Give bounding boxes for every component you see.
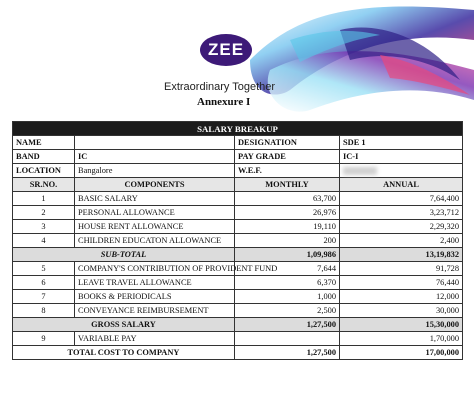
- subtotal-label: SUB-TOTAL: [13, 248, 235, 262]
- gross-monthly: 1,27,500: [235, 318, 340, 332]
- row-monthly: 1,000: [235, 290, 340, 304]
- row-annual: 7,64,400: [340, 192, 463, 206]
- row-no: 6: [13, 276, 75, 290]
- info-row-location: [13, 164, 463, 178]
- row-annual: 30,000: [340, 304, 463, 318]
- row-monthly: 200: [235, 234, 340, 248]
- table-row: [13, 220, 463, 234]
- gross-label: GROSS SALARY: [13, 318, 235, 332]
- subtotal-annual: 13,19,832: [340, 248, 463, 262]
- row-no: 2: [13, 206, 75, 220]
- designation-label: DESIGNATION: [235, 136, 340, 150]
- info-row-name: [13, 136, 463, 150]
- row-monthly: 19,110: [235, 220, 340, 234]
- zee-logo: ZEE: [200, 34, 252, 66]
- table-row: [13, 276, 463, 290]
- table-row: [13, 206, 463, 220]
- column-header-row: [13, 178, 463, 192]
- row-no: 3: [13, 220, 75, 234]
- row-component: HOUSE RENT ALLOWANCE: [75, 220, 235, 234]
- row-monthly: 26,976: [235, 206, 340, 220]
- row-monthly: 7,644: [235, 262, 340, 276]
- row-annual: 2,29,320: [340, 220, 463, 234]
- name-label: NAME: [13, 136, 75, 150]
- location-label: LOCATION: [13, 164, 75, 178]
- row-annual: 91,728: [340, 262, 463, 276]
- letter-header: [0, 0, 474, 118]
- row-no: 7: [13, 290, 75, 304]
- table-row: [13, 234, 463, 248]
- band-value: IC: [75, 150, 235, 164]
- row-component: CHILDREN EDUCATON ALLOWANCE: [75, 234, 235, 248]
- redacted-date: [343, 167, 377, 175]
- table-row: [13, 304, 463, 318]
- wef-value: [340, 164, 463, 178]
- gross-salary-row: [13, 318, 463, 332]
- row-no: 8: [13, 304, 75, 318]
- row-monthly: 2,500: [235, 304, 340, 318]
- row-component: PERSONAL ALLOWANCE: [75, 206, 235, 220]
- total-label: TOTAL COST TO COMPANY: [13, 346, 235, 360]
- row-no: 9: [13, 332, 75, 346]
- pay-grade-label: PAY GRADE: [235, 150, 340, 164]
- row-component: LEAVE TRAVEL ALLOWANCE: [75, 276, 235, 290]
- row-component: VARIABLE PAY: [75, 332, 235, 346]
- col-monthly: MONTHLY: [235, 178, 340, 192]
- designation-value: SDE 1: [340, 136, 463, 150]
- gross-annual: 15,30,000: [340, 318, 463, 332]
- subtotal-row: [13, 248, 463, 262]
- table-title: SALARY BREAKUP: [13, 122, 463, 136]
- row-annual: 76,440: [340, 276, 463, 290]
- table-row: [13, 192, 463, 206]
- row-monthly: [235, 332, 340, 346]
- row-component: COMPANY'S CONTRIBUTION OF PROVIDENT FUND: [75, 262, 235, 276]
- col-srno: SR.NO.: [13, 178, 75, 192]
- row-component: CONVEYANCE REIMBURSEMENT: [75, 304, 235, 318]
- row-annual: 12,000: [340, 290, 463, 304]
- table-row: [13, 262, 463, 276]
- col-annual: ANNUAL: [340, 178, 463, 192]
- brand-swirl-graphic: [230, 0, 474, 118]
- row-annual: 1,70,000: [340, 332, 463, 346]
- row-no: 4: [13, 234, 75, 248]
- subtotal-monthly: 1,09,986: [235, 248, 340, 262]
- table-row: [13, 332, 463, 346]
- total-annual: 17,00,000: [340, 346, 463, 360]
- row-no: 1: [13, 192, 75, 206]
- row-annual: 2,400: [340, 234, 463, 248]
- wef-label: W.E.F.: [235, 164, 340, 178]
- table-row: [13, 290, 463, 304]
- total-ctc-row: [13, 346, 463, 360]
- salary-breakup-table: [12, 121, 463, 360]
- row-component: BOOKS & PERIODICALS: [75, 290, 235, 304]
- col-components: COMPONENTS: [75, 178, 235, 192]
- row-component: BASIC SALARY: [75, 192, 235, 206]
- name-value: [75, 136, 235, 150]
- table-title-row: [13, 122, 463, 136]
- brand-tagline: Extraordinary Together: [164, 81, 276, 93]
- band-label: BAND: [13, 150, 75, 164]
- row-monthly: 6,370: [235, 276, 340, 290]
- info-row-band: [13, 150, 463, 164]
- row-no: 5: [13, 262, 75, 276]
- total-monthly: 1,27,500: [235, 346, 340, 360]
- location-value: Bangalore: [75, 164, 235, 178]
- row-annual: 3,23,712: [340, 206, 463, 220]
- pay-grade-value: IC-I: [340, 150, 463, 164]
- row-monthly: 63,700: [235, 192, 340, 206]
- annexure-title: Annexure I: [197, 96, 251, 108]
